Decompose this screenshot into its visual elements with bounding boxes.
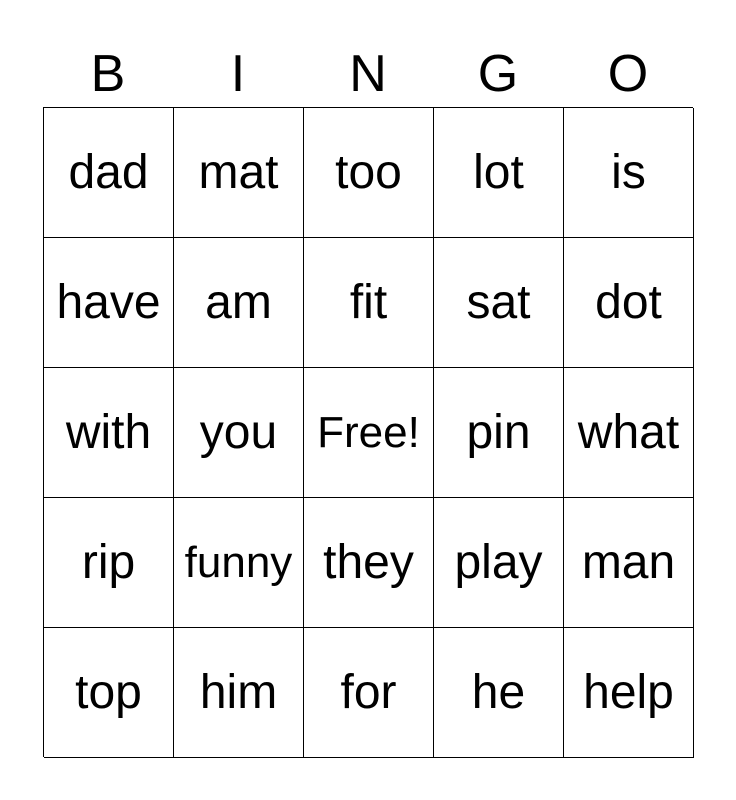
free-space-cell: Free! bbox=[304, 368, 434, 498]
header-letter-o: O bbox=[607, 45, 649, 103]
bingo-cell: lot bbox=[434, 108, 564, 238]
bingo-cell: mat bbox=[174, 108, 304, 238]
bingo-cell: help bbox=[564, 628, 694, 758]
bingo-cell: dad bbox=[44, 108, 174, 238]
bingo-cell: you bbox=[174, 368, 304, 498]
bingo-cell: have bbox=[44, 238, 174, 368]
header-letter-n: N bbox=[349, 45, 387, 103]
bingo-cell: he bbox=[434, 628, 564, 758]
bingo-cell: funny bbox=[174, 498, 304, 628]
bingo-cell: man bbox=[564, 498, 694, 628]
bingo-cell: am bbox=[174, 238, 304, 368]
bingo-cell: him bbox=[174, 628, 304, 758]
bingo-header bbox=[43, 42, 693, 106]
bingo-cell: what bbox=[564, 368, 694, 498]
bingo-cell: play bbox=[434, 498, 564, 628]
bingo-card-grid bbox=[43, 107, 693, 757]
bingo-cell: top bbox=[44, 628, 174, 758]
header-letter-b: B bbox=[90, 45, 126, 103]
bingo-cell: they bbox=[304, 498, 434, 628]
bingo-cell: fit bbox=[304, 238, 434, 368]
bingo-cell: sat bbox=[434, 238, 564, 368]
bingo-cell: rip bbox=[44, 498, 174, 628]
bingo-cell: too bbox=[304, 108, 434, 238]
bingo-cell: is bbox=[564, 108, 694, 238]
bingo-cell: dot bbox=[564, 238, 694, 368]
bingo-cell: pin bbox=[434, 368, 564, 498]
bingo-cell: with bbox=[44, 368, 174, 498]
bingo-cell: for bbox=[304, 628, 434, 758]
header-letter-g: G bbox=[477, 45, 519, 103]
header-letter-i: I bbox=[230, 45, 246, 103]
